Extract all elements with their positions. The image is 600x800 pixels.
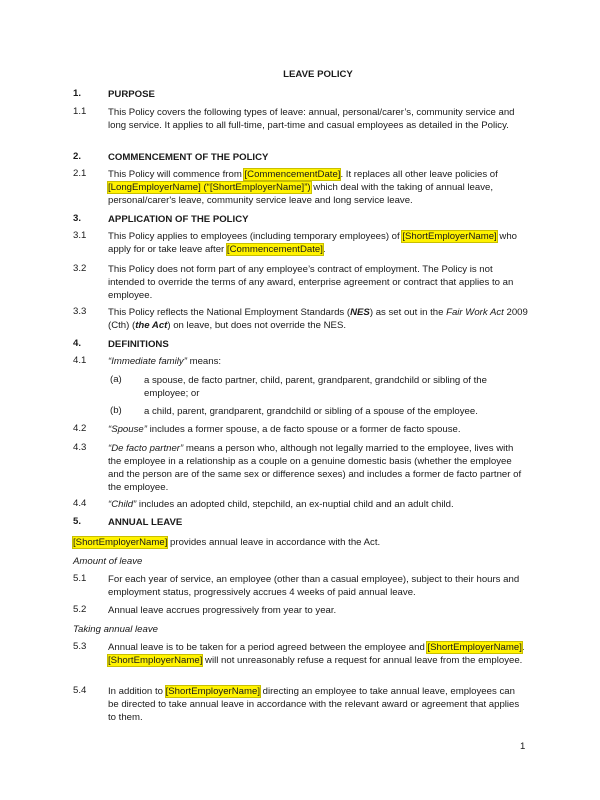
- clause-4-3-body: means a person who, although not legally married to the employee, lives with the employee in a relationship as a couple on a genuine domestic basis (whether the employee and the person are of the same sex or difference sexes) and includes a former de facto partner of the employee.: [108, 443, 522, 493]
- section-5-heading: ANNUAL LEAVE: [108, 517, 183, 528]
- placeholder-short-employer-name: [ShortEmployerName]: [165, 686, 260, 697]
- placeholder-commencement-date: [CommencementDate]: [244, 169, 341, 180]
- clause-2-1-number: 2.1: [73, 168, 87, 179]
- clause-4-1-body: means:: [186, 356, 222, 367]
- clause-4-1-a-label: (a): [110, 374, 122, 385]
- clause-5-3-number: 5.3: [73, 641, 87, 652]
- section-5-number: 5.: [73, 516, 82, 527]
- clause-4-3-number: 4.3: [73, 442, 87, 453]
- clause-3-1-part-b: who apply for or take leave after: [108, 231, 517, 255]
- section-4-number: 4.: [73, 338, 82, 349]
- section-2-number: 2.: [73, 151, 82, 162]
- section-1-heading: PURPOSE: [108, 89, 155, 100]
- page-number: 1: [520, 741, 526, 752]
- clause-3-3-part-a: This Policy reflects the National Employment Standards (: [108, 307, 351, 318]
- placeholder-long-employer-name: [LongEmployerName] (“[ShortEmployerName]”): [108, 182, 311, 193]
- term-child: “Child”: [108, 499, 137, 510]
- subheading-amount-of-leave: Amount of leave: [73, 556, 143, 567]
- section-5-intro-text: provides annual leave in accordance with the Act.: [167, 537, 381, 548]
- clause-3-3-part-b: ) as set out in the: [369, 307, 447, 318]
- clause-3-1-part-c: .: [322, 244, 326, 255]
- clause-4-4-number: 4.4: [73, 498, 87, 509]
- clause-5-1-number: 5.1: [73, 573, 87, 584]
- clause-4-2-body: includes a former spouse, a de facto spouse or a former de facto spouse.: [146, 424, 461, 435]
- clause-5-3-part-b: .: [521, 642, 525, 653]
- clause-5-2-text: Annual leave accrues progressively from year to year.: [108, 605, 337, 616]
- clause-3-3-text: [108, 306, 528, 332]
- the-act-term: the Act: [135, 320, 168, 331]
- clause-5-3-part-a: Annual leave is to be taken for a period agreed between the employee and: [108, 642, 428, 653]
- clause-5-4-number: 5.4: [73, 685, 87, 696]
- placeholder-commencement-date: [CommencementDate]: [226, 244, 323, 255]
- section-2-heading: COMMENCEMENT OF THE POLICY: [108, 152, 269, 163]
- clause-3-3-part-c: 2009 (Cth) (: [108, 307, 528, 331]
- clause-4-2-text: [108, 423, 528, 436]
- clause-3-1-number: 3.1: [73, 230, 87, 241]
- clause-4-1-number: 4.1: [73, 355, 87, 366]
- section-5-intro: [73, 536, 528, 549]
- clause-5-3-part-c: will not unreasonably refuse a request for annual leave from the employee.: [202, 655, 523, 666]
- clause-4-3-text: [108, 442, 528, 494]
- clause-5-4-part-b: directing an employee to take annual leave, employees can be directed to take annual leave in accordance with the relevant award or agreement that applies to them.: [108, 686, 520, 723]
- clause-3-1-part-a: This Policy applies to employees (including temporary employees) of: [108, 231, 403, 242]
- clause-3-2-number: 3.2: [73, 263, 87, 274]
- clause-3-3-number: 3.3: [73, 306, 87, 317]
- clause-2-1-part-a: This Policy will commence from: [108, 169, 245, 180]
- section-3-heading: APPLICATION OF THE POLICY: [108, 214, 249, 225]
- clause-1-1-text: This Policy covers the following types of leave: annual, personal/carer’s, community service and long service. It applies to all full-time, part-time and casual employees as detailed in the Policy.: [108, 107, 515, 131]
- nes-abbreviation: NES: [350, 307, 370, 318]
- clause-2-1-part-b: . It replaces all other leave policies of: [340, 169, 498, 180]
- clause-5-1-text: For each year of service, an employee (other than a casual employee), subject to their hours and employment status, progressively accrues 4 weeks of paid annual leave.: [108, 574, 520, 598]
- clause-4-4-text: [108, 498, 528, 511]
- placeholder-short-employer-name: [ShortEmployerName]: [427, 642, 522, 653]
- placeholder-short-employer-name: [ShortEmployerName]: [402, 231, 497, 242]
- section-1-number: 1.: [73, 88, 82, 99]
- clause-4-1-b-label: (b): [110, 405, 122, 416]
- clause-4-2-number: 4.2: [73, 423, 87, 434]
- clause-4-1-text: [108, 355, 528, 368]
- clause-1-1-number: 1.1: [73, 106, 87, 117]
- clause-4-1-a-text: a spouse, de facto partner, child, parent, grandparent, grandchild or sibling of the employee; or: [144, 375, 487, 399]
- clause-3-1-text: [108, 230, 528, 256]
- document-title: LEAVE POLICY: [283, 69, 353, 80]
- placeholder-short-employer-name: [ShortEmployerName]: [108, 655, 203, 666]
- term-spouse: “Spouse”: [108, 424, 147, 435]
- section-4-heading: DEFINITIONS: [108, 339, 169, 350]
- clause-5-3-text: [108, 641, 528, 667]
- fair-work-act-title: Fair Work Act: [446, 307, 504, 318]
- term-de-facto-partner: “De facto partner”: [108, 443, 184, 454]
- clause-4-1-b-text: a child, parent, grandparent, grandchild or sibling of a spouse of the employee.: [144, 406, 478, 417]
- clause-5-2-number: 5.2: [73, 604, 87, 615]
- subheading-taking-annual-leave: Taking annual leave: [73, 624, 158, 635]
- clause-3-2-text: This Policy does not form part of any employee’s contract of employment. The Policy is not intended to override the terms of any award, enterprise agreement or contract that applies to an employee.: [108, 264, 514, 301]
- clause-4-4-body: includes an adopted child, stepchild, an ex-nuptial child and an adult child.: [136, 499, 454, 510]
- clause-2-1-text: [108, 168, 528, 207]
- term-immediate-family: “Immediate family”: [108, 356, 187, 367]
- clause-2-1-part-c: which deal with the taking of annual leave, personal/carer's leave, community service leave and long service leave.: [108, 182, 494, 206]
- clause-3-3-part-d: ) on leave, but does not override the NES.: [167, 320, 347, 331]
- section-3-number: 3.: [73, 213, 82, 224]
- clause-5-4-part-a: In addition to: [108, 686, 166, 697]
- clause-5-4-text: [108, 685, 528, 724]
- placeholder-short-employer-name: [ShortEmployerName]: [73, 537, 168, 548]
